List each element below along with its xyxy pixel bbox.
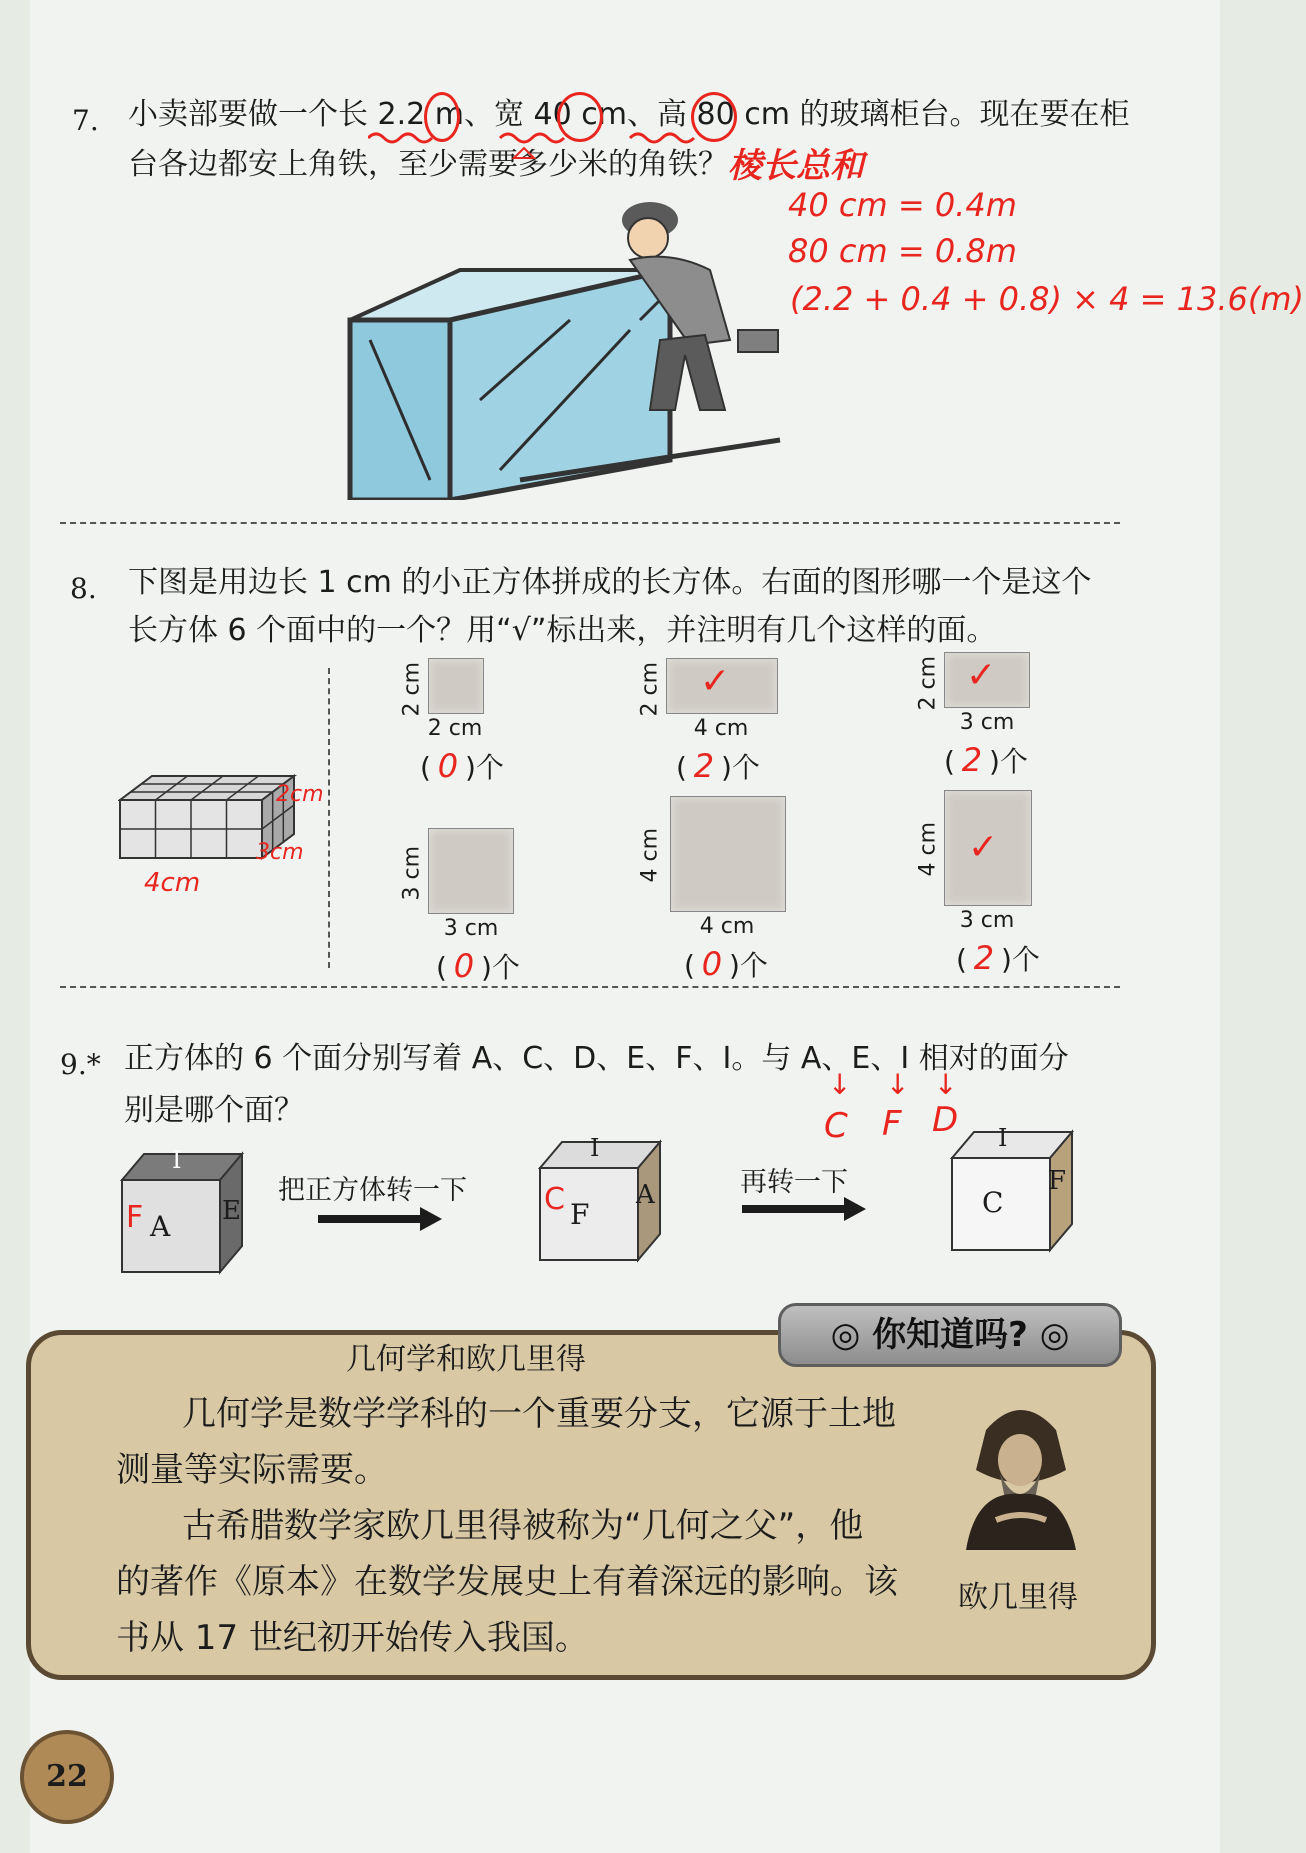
check-mark-icon: ✓ bbox=[968, 827, 999, 868]
down-arrow-icon: ↓ bbox=[828, 1068, 852, 1101]
cube-hand-label: F bbox=[126, 1200, 144, 1235]
q9-text-line1: 正方体的 6 个面分别写着 A、C、D、E、F、I。与 A、E、I 相对的面分 bbox=[124, 1041, 1069, 1076]
face-side-label: 2 cm bbox=[915, 655, 941, 711]
right-arrow-icon bbox=[318, 1204, 444, 1234]
q9-answer: F bbox=[882, 1104, 902, 1144]
face-option bbox=[670, 796, 786, 912]
q7-annotation-line: 40 cm = 0.4m bbox=[788, 186, 1017, 224]
q7-text-line2: 台各边都安上角铁，至少需要多少米的角铁？ bbox=[128, 147, 728, 182]
cube-face-top-label: I bbox=[172, 1146, 182, 1174]
face-count: ( 2 )个 bbox=[956, 939, 1040, 977]
face-bottom-label: 4 cm bbox=[693, 716, 749, 741]
face-side-label: 2 cm bbox=[399, 661, 425, 717]
q8-text-line2: 长方体 6 个面中的一个？用“√”标出来，并注明有几个这样的面。 bbox=[128, 613, 997, 648]
rotate-label: 把正方体转一下 bbox=[278, 1175, 467, 1206]
face-bottom-label: 3 cm bbox=[959, 908, 1015, 933]
info-paragraph: 书从 17 世纪初开始传入我国。 bbox=[116, 1618, 589, 1658]
face-side-label: 3 cm bbox=[399, 845, 425, 901]
cube-face-side-label: E bbox=[222, 1196, 241, 1226]
q7-annotation-line: 80 cm = 0.8m bbox=[788, 232, 1017, 270]
cube-face-side-label: A bbox=[636, 1180, 655, 1210]
q7-number: 7. bbox=[72, 104, 99, 137]
face-side-label: 4 cm bbox=[915, 821, 941, 877]
cube-face-top-label: I bbox=[998, 1124, 1008, 1152]
portrait-caption: 欧几里得 bbox=[958, 1580, 1078, 1615]
cube-face-front-label: F bbox=[570, 1198, 590, 1231]
q8-text-line1: 下图是用边长 1 cm 的小正方体拼成的长方体。右面的图形哪一个是这个 bbox=[128, 565, 1092, 600]
face-bottom-label: 3 cm bbox=[959, 710, 1015, 735]
cube-hand-label: C bbox=[544, 1182, 565, 1217]
page-number: 22 bbox=[20, 1730, 114, 1824]
cube-face-side-label: F bbox=[1048, 1166, 1067, 1196]
right-arrow-icon bbox=[742, 1194, 868, 1224]
q7-text-line1: 小卖部要做一个长 2.2 m、宽 40 cm、高 80 cm 的玻璃柜台。现在要在柜 bbox=[128, 97, 1130, 132]
dim-label-depth: 3cm bbox=[256, 840, 304, 865]
face-count: ( 0 )个 bbox=[420, 747, 504, 785]
q7-annotation-title: 棱长总和 bbox=[728, 146, 864, 186]
down-arrow-icon: ↓ bbox=[886, 1068, 910, 1101]
q8-number: 8. bbox=[70, 572, 97, 605]
euclid-portrait-image bbox=[956, 1390, 1086, 1550]
face-count: ( 0 )个 bbox=[684, 945, 768, 983]
section-divider bbox=[60, 986, 1120, 988]
wavy-underline-icon bbox=[368, 130, 768, 170]
q9-answer: C bbox=[824, 1106, 848, 1146]
face-side-label: 2 cm bbox=[637, 661, 663, 717]
down-arrow-icon: ↓ bbox=[934, 1068, 958, 1101]
face-bottom-label: 3 cm bbox=[443, 916, 499, 941]
face-count: ( 2 )个 bbox=[944, 741, 1028, 779]
info-paragraph: 测量等实际需要。 bbox=[116, 1450, 388, 1490]
q9-answer: D bbox=[932, 1100, 959, 1140]
info-paragraph: 几何学是数学学科的一个重要分支，它源于土地 bbox=[182, 1394, 896, 1434]
face-bottom-label: 2 cm bbox=[427, 716, 483, 741]
info-title: 几何学和欧几里得 bbox=[346, 1342, 586, 1377]
face-option bbox=[428, 658, 484, 714]
face-count: ( 0 )个 bbox=[436, 947, 520, 985]
face-bottom-label: 4 cm bbox=[699, 914, 755, 939]
check-mark-icon: ✓ bbox=[966, 655, 997, 696]
info-tab-heading: ◎ 你知道吗? ◎ bbox=[778, 1303, 1122, 1367]
vertical-divider bbox=[328, 668, 330, 968]
check-mark-icon: ✓ bbox=[700, 661, 731, 702]
dim-label-length: 4cm bbox=[144, 868, 201, 898]
face-side-label: 4 cm bbox=[637, 827, 663, 883]
cube-face-front-label: C bbox=[982, 1186, 1004, 1219]
info-paragraph: 古希腊数学家欧几里得被称为“几何之父”，他 bbox=[182, 1506, 864, 1546]
q9-text-line2: 别是哪个面？ bbox=[124, 1093, 304, 1128]
q7-annotation-line: (2.2 + 0.4 + 0.8) × 4 = 13.6(m) bbox=[790, 280, 1305, 318]
cube-face-top-label: I bbox=[590, 1134, 600, 1162]
rotate-label: 再转一下 bbox=[740, 1167, 848, 1198]
worker-figure-illustration bbox=[590, 190, 790, 430]
face-option bbox=[428, 828, 514, 914]
section-divider bbox=[60, 522, 1120, 524]
info-paragraph: 的著作《原本》在数学发展史上有着深远的影响。该 bbox=[116, 1562, 898, 1602]
cube-face-front-label: A bbox=[150, 1210, 171, 1243]
dim-label-height: 2cm bbox=[276, 782, 324, 807]
face-count: ( 2 )个 bbox=[676, 747, 760, 785]
q9-number: 9.* bbox=[60, 1048, 101, 1081]
